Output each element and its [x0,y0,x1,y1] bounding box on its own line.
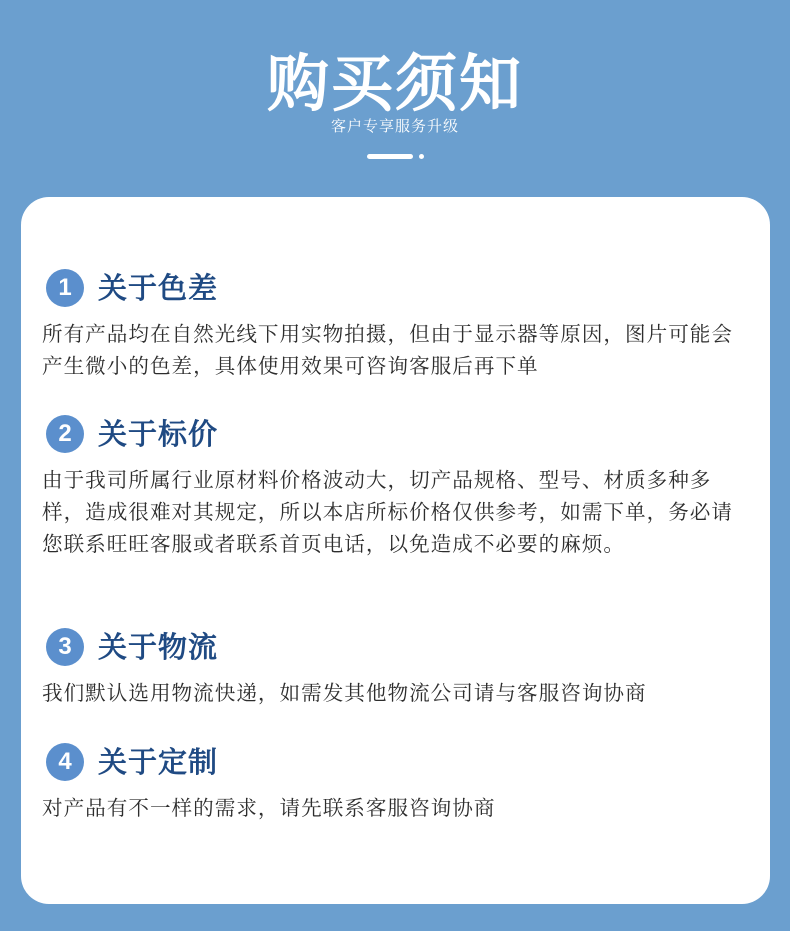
number-badge: 2 [46,415,84,453]
section-body: 所有产品均在自然光线下用实物拍摄，但由于显示器等原因，图片可能会产生微小的色差，具体使用效果可咨询客服后再下单 [42,322,733,378]
page-subtitle: 客户专享服务升级 [330,117,459,135]
section-header [42,412,752,456]
section-body: 对产品有不一样的需求，请先联系客服咨询协商 [42,796,496,820]
section-body: 由于我司所属行业原材料价格波动大，切产品规格、型号、材质多种多样，造成很难对其规定，所以本店所标价格仅供参考，如需下单，务必请您联系旺旺客服或者联系首页电话，以免造成不必要的麻烦。 [42,468,733,556]
number-badge: 1 [46,269,84,307]
section-logistics [42,625,752,709]
section-header [42,740,752,784]
section-header [42,625,752,669]
number-badge: 4 [46,743,84,781]
section-title: 关于定制 [98,745,219,779]
section-customization [42,740,752,824]
decorative-dot [419,154,424,159]
section-title: 关于标价 [98,417,219,451]
number-badge: 3 [46,628,84,666]
section-pricing [42,412,752,560]
page-title: 购买须知 [266,47,523,120]
section-color-difference [42,266,752,382]
header [0,0,790,190]
section-title: 关于物流 [98,630,219,664]
section-title: 关于色差 [98,271,219,305]
section-body: 我们默认选用物流快递，如需发其他物流公司请与客服咨询协商 [42,681,647,705]
section-header [42,266,752,310]
decorative-bar [367,154,413,159]
